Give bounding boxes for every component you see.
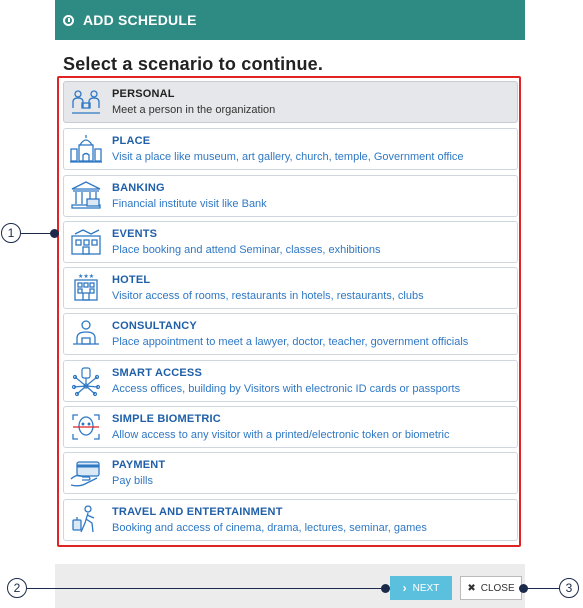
scenario-desc: Financial institute visit like Bank <box>112 198 267 210</box>
scenario-title: BANKING <box>112 182 165 194</box>
traveler-icon <box>69 504 103 536</box>
meeting-people-icon <box>69 86 103 118</box>
scenario-item-smart-access[interactable] <box>63 360 518 402</box>
scenario-desc: Allow access to any visitor with a printed/electronic token or biometric <box>112 429 450 441</box>
scenario-item-banking[interactable] <box>63 175 518 217</box>
event-venue-icon <box>69 226 103 258</box>
callout-two-dot <box>381 584 390 593</box>
scenario-title: PERSONAL <box>112 88 175 100</box>
scenario-item-payment[interactable] <box>63 452 518 494</box>
chevron-right-icon: › <box>402 581 407 595</box>
scenario-desc: Access offices, building by Visitors with electronic ID cards or passports <box>112 383 461 395</box>
scenario-item-personal[interactable] <box>63 81 518 123</box>
callout-three: 3 <box>559 578 579 598</box>
scenario-desc: Visit a place like museum, art gallery, church, temple, Government office <box>112 151 464 163</box>
callout-two-line <box>27 588 388 589</box>
scenario-item-simple-biometric[interactable] <box>63 406 518 448</box>
scenario-item-hotel[interactable] <box>63 267 518 309</box>
next-button[interactable] <box>390 576 452 600</box>
close-icon: ✖ <box>467 582 476 594</box>
smart-access-icon <box>69 365 103 397</box>
scenario-title: SMART ACCESS <box>112 367 202 379</box>
scenario-desc: Visitor access of rooms, restaurants in hotels, restaurants, clubs <box>112 290 424 302</box>
scenario-desc: Booking and access of cinema, drama, lectures, seminar, games <box>112 522 427 534</box>
scenario-item-travel-entertainment[interactable] <box>63 499 518 541</box>
scenario-title: SIMPLE BIOMETRIC <box>112 413 221 425</box>
scenario-title: EVENTS <box>112 228 158 240</box>
clock-icon <box>63 15 74 26</box>
callout-one-dot <box>50 229 59 238</box>
dialog-header <box>55 0 525 40</box>
dialog-footer <box>55 564 525 608</box>
page-title: Select a scenario to continue. <box>63 54 324 74</box>
scenario-desc: Place booking and attend Seminar, classes, exhibitions <box>112 244 381 256</box>
building-dome-icon <box>69 133 103 165</box>
scenario-title: CONSULTANCY <box>112 320 197 332</box>
close-button-label: CLOSE <box>480 582 515 594</box>
scenario-title: TRAVEL AND ENTERTAINMENT <box>112 506 283 518</box>
scenario-item-events[interactable] <box>63 221 518 263</box>
scenario-title: PAYMENT <box>112 459 166 471</box>
svg-text:★★★: ★★★ <box>78 274 95 280</box>
scenario-desc: Place appointment to meet a lawyer, doctor, teacher, government officials <box>112 336 469 348</box>
scenario-title: PLACE <box>112 135 151 147</box>
scenario-item-consultancy[interactable] <box>63 313 518 355</box>
scenario-desc: Meet a person in the organization <box>112 104 276 116</box>
payment-card-icon <box>69 457 103 489</box>
next-button-label: NEXT <box>412 582 440 594</box>
scenario-item-place[interactable] <box>63 128 518 170</box>
callout-one: 1 <box>1 223 21 243</box>
bank-icon <box>69 180 103 212</box>
hotel-icon <box>69 272 103 304</box>
callout-two: 2 <box>7 578 27 598</box>
callout-three-line <box>524 588 560 589</box>
callout-three-dot <box>519 584 528 593</box>
face-scan-icon <box>69 411 103 443</box>
close-button[interactable] <box>460 576 522 600</box>
dialog-title: ADD SCHEDULE <box>83 12 197 28</box>
scenario-desc: Pay bills <box>112 475 153 487</box>
consultant-icon <box>69 318 103 350</box>
scenario-title: HOTEL <box>112 274 151 286</box>
